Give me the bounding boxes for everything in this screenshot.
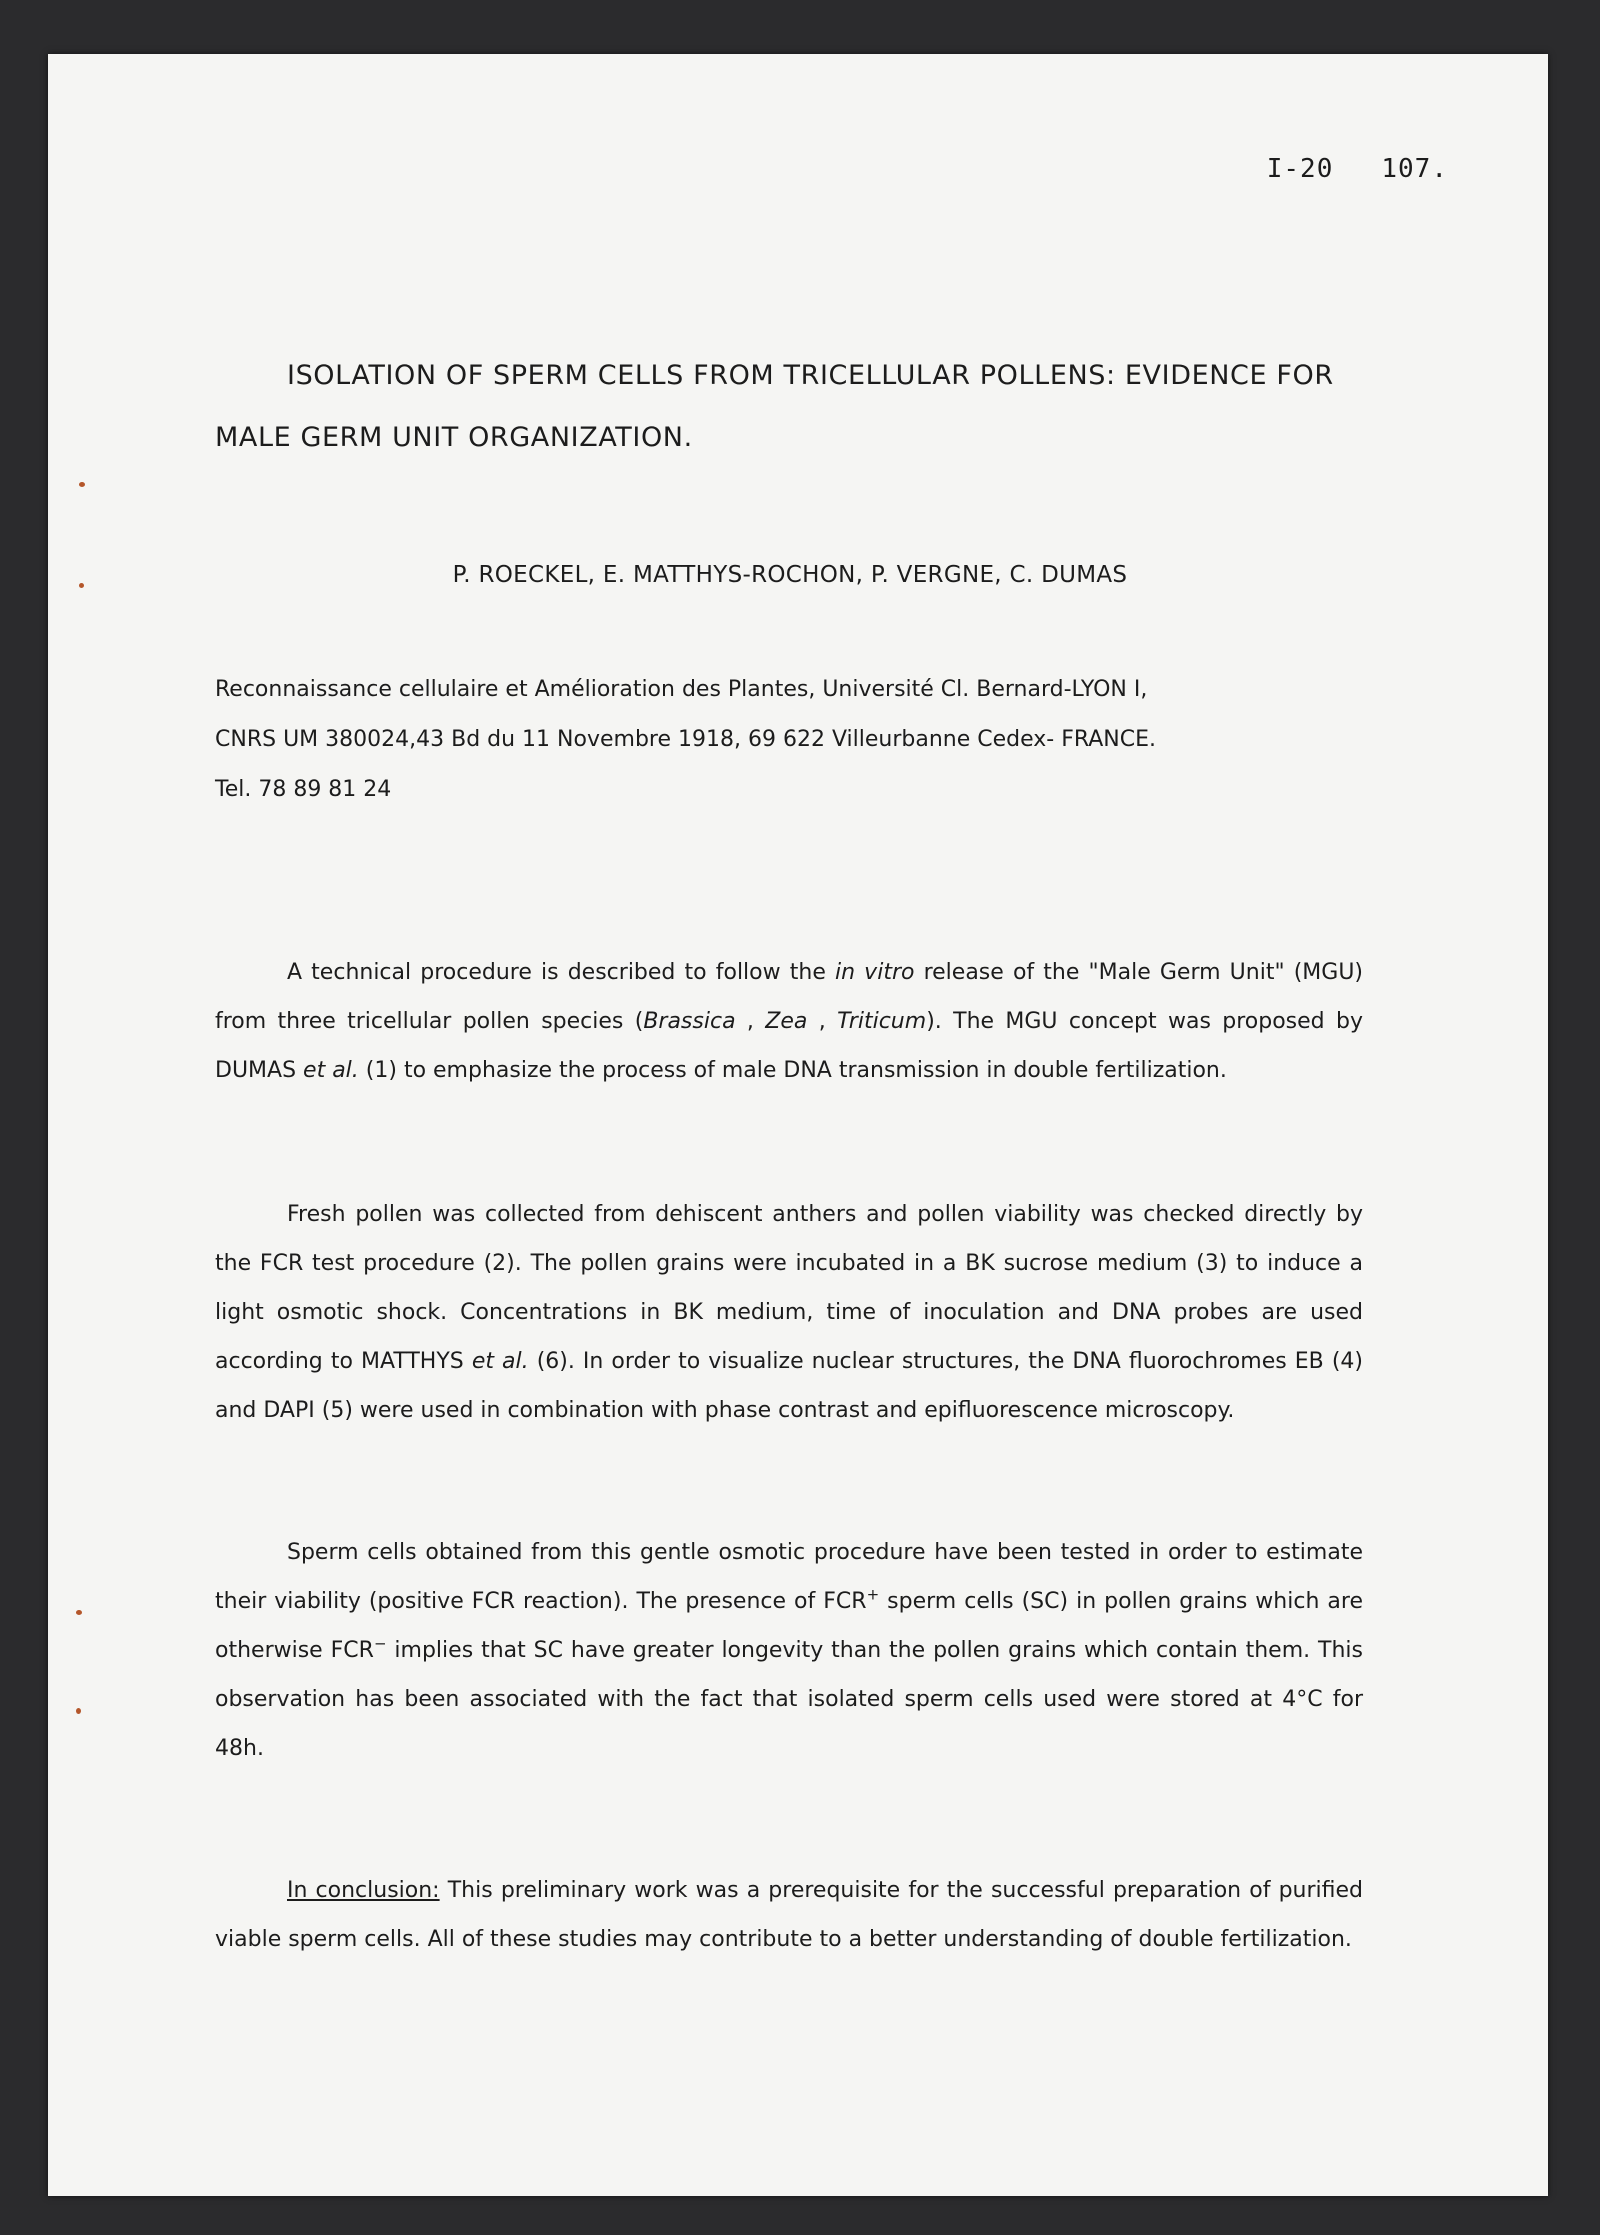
paper-speck: [79, 583, 84, 588]
text-run: Sperm cells obtained from this gentle osmotic procedure have been tested in order to estimate their viability (positive FCR reaction). The presence of FCR: [215, 1540, 1363, 1614]
text-run: ,: [735, 1009, 766, 1034]
text-run: (1) to emphasize the process of male DNA transmission in double fertilization.: [358, 1058, 1227, 1083]
text-run: This preliminary work was a prerequisite for the successful preparation of purified viable sperm cells. All of these studies may contribute to a better understanding of double fertilization.: [215, 1878, 1364, 1952]
author-list: P. ROECKEL, E. MATTHYS-ROCHON, P. VERGNE, C. DUMAS: [452, 562, 1128, 588]
affiliation-block: [215, 665, 1365, 815]
italic-term: et al.: [471, 1349, 529, 1374]
species-name: Triticum: [837, 1009, 927, 1034]
text-run: ,: [807, 1009, 838, 1034]
paper-speck: [76, 1610, 82, 1615]
document-code: I-20: [1266, 154, 1334, 184]
text-run: implies that SC have greater longevity than the pollen grains which contain them. This observation has been associated with the fact that isolated sperm cells used were stored at 4°C for 48h.: [215, 1638, 1363, 1761]
paragraph-results: [215, 1528, 1363, 1773]
text-run: A technical procedure is described to follow the: [287, 960, 835, 985]
text-run: sperm cells (SC) in pollen grains which are otherwise FCR: [215, 1589, 1363, 1663]
text-run: (6). In order to visualize nuclear structures, the DNA fluorochromes EB (4) and DAPI (5) were used in combination with phase contrast and epifluorescence microscopy.: [215, 1349, 1363, 1423]
paragraph-conclusion: [215, 1866, 1363, 1964]
affiliation-line: CNRS UM 380024,43 Bd du 11 Novembre 1918, 69 622 Villeurbanne Cedex- FRANCE.: [215, 727, 1157, 752]
italic-term: et al.: [303, 1058, 359, 1083]
species-name: Brassica: [643, 1009, 736, 1034]
paper-title: ISOLATION OF SPERM CELLS FROM TRICELLULAR POLLENS: EVIDENCE FOR MALE GERM UNIT ORGANIZATION.: [215, 360, 1334, 453]
page-number: 107.: [1381, 154, 1448, 184]
paper-speck: [76, 1708, 81, 1714]
species-name: Zea: [765, 1009, 808, 1034]
superscript: +: [866, 1585, 880, 1604]
paragraph-methods: [215, 1190, 1363, 1435]
paper-speck: [79, 482, 85, 487]
superscript: −: [373, 1634, 387, 1653]
italic-term: in vitro: [835, 960, 915, 985]
contact-phone: Tel. 78 89 81 24: [215, 777, 392, 802]
text-run: release of the "Male Germ Unit" (MGU) from three tricellular pollen species (: [215, 960, 1364, 1034]
text-run: ). The MGU concept was proposed by DUMAS: [215, 1009, 1363, 1083]
page-header: [1267, 154, 1448, 184]
affiliation-line: Reconnaissance cellulaire et Amélioration des Plantes, Université Cl. Bernard-LYON I,: [215, 677, 1148, 702]
text-run: Fresh pollen was collected from dehiscent anthers and pollen viability was checked directly by the FCR test procedure (2). The pollen grains were incubated in a BK sucrose medium (3) to induce a light osmotic shock. Concentrations in BK medium, time of inoculation and DNA probes are used according to MATTHYS: [215, 1202, 1363, 1374]
conclusion-label: In conclusion:: [287, 1878, 440, 1903]
paragraph-introduction: [215, 948, 1363, 1095]
